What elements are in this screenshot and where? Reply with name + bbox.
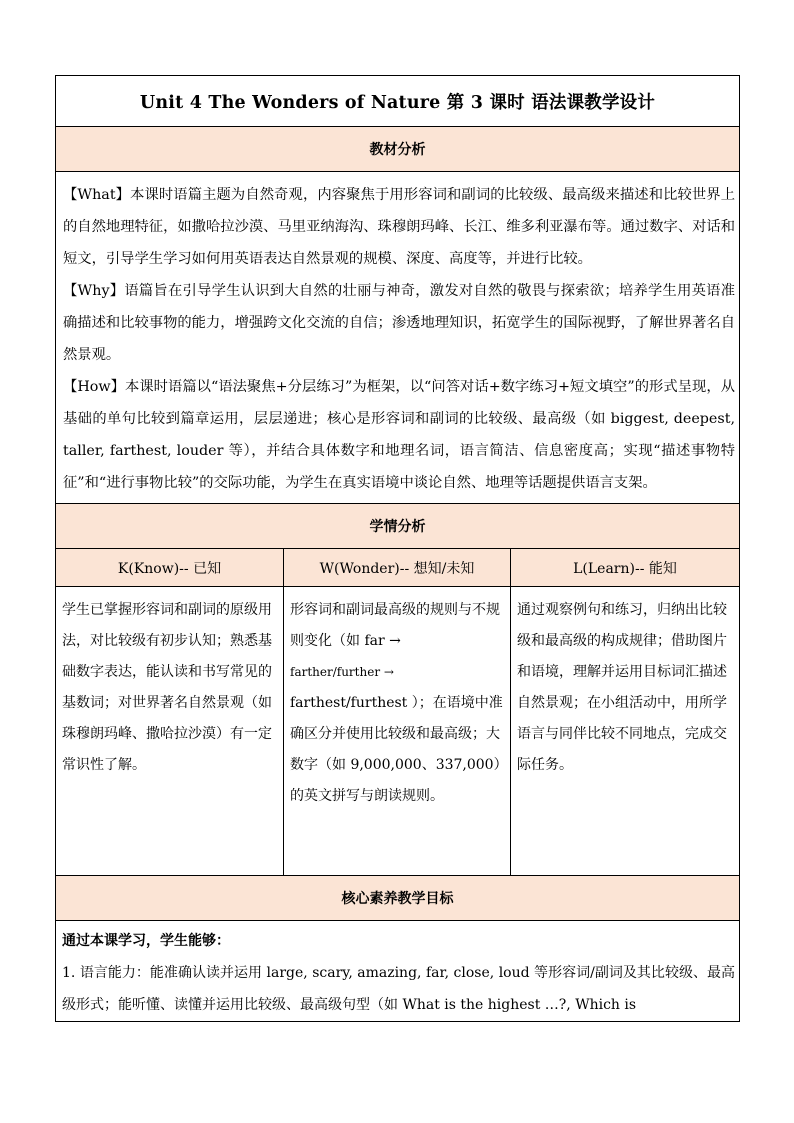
- wonder-text-b: farther/further →: [290, 665, 394, 679]
- core-goals-intro: 通过本课学习，学生能够：: [62, 933, 230, 949]
- know-column-header: K(Know)-- 已知: [56, 549, 284, 587]
- how-paragraph: [63, 371, 735, 499]
- why-paragraph: [63, 275, 735, 371]
- core-goals-heading: 核心素养教学目标: [56, 876, 740, 921]
- textbook-analysis-body: [56, 172, 740, 504]
- wonder-column-cell: [284, 587, 511, 876]
- learn-column-text: 通过观察例句和练习，归纳出比较级和最高级的构成规律；借助图片和语境，理解并运用目标词汇描述自然景观；在小组活动中，用所学语言与同伴比较不同地点，完成交际任务。: [511, 587, 740, 876]
- know-column-text: 学生已掌握形容词和副词的原级用法，对比较级有初步认知；熟悉基础数字表达，能认读和书写常见的基数词；对世界著名自然景观（如珠穆朗玛峰、撒哈拉沙漠）有一定常识性了解。: [56, 587, 284, 876]
- core-goals-item-1: 1. 语言能力：能准确认读并运用 large, scary, amazing, far, close, loud 等形容词/副词及其比较级、最高级形式；能听懂、读懂并运用比较级、最高级句型（如 What is the highest …?, Which is: [62, 965, 736, 1013]
- core-goals-body: [56, 921, 740, 1022]
- why-text: 语篇旨在引导学生认识到大自然的壮丽与神奇，激发对自然的敬畏与探索欲；培养学生用英语准确描述和比较事物的能力，增强跨文化交流的自信；渗透地理知识，拓宽学生的国际视野，了解世界著名自然景观。: [63, 283, 736, 363]
- why-label: 【Why】: [63, 283, 125, 299]
- learner-analysis-heading: 学情分析: [56, 504, 740, 549]
- document-title: Unit 4 The Wonders of Nature 第 3 课时 语法课教学设计: [56, 76, 740, 127]
- how-text: 本课时语篇以“语法聚焦+分层练习”为框架，以“问答对话+数字练习+短文填空”的形式呈现，从基础的单句比较到篇章运用，层层递进；核心是形容词和副词的比较级、最高级（如 biggest, deepest, taller, farthest, louder 等），并结合具体数字和地理名词，语言简洁、信息密度高；实现“描述事物特征”和“进行事物比较”的交际功能，为学生在真实语境中谈论自然、地理等话题提供语言支架。: [63, 379, 736, 491]
- how-label: 【How】: [63, 379, 126, 395]
- wonder-text-c: farthest/furthest ）；在语境中准确区分并使用比较级和最高级；大数字（如 9,000,000、337,000）的英文拼写与朗读规则。: [290, 695, 503, 804]
- learn-column-header: L(Learn)-- 能知: [511, 549, 740, 587]
- what-label: 【What】: [63, 187, 131, 203]
- what-text: 本课时语篇主题为自然奇观，内容聚焦于用形容词和副词的比较级、最高级来描述和比较世界上的自然地理特征，如撒哈拉沙漠、马里亚纳海沟、珠穆朗玛峰、长江、维多利亚瀑布等。通过数字、对话和短文，引导学生学习如何用英语表达自然景观的规模、深度、高度等，并进行比较。: [63, 187, 736, 267]
- lesson-plan-table: [55, 75, 740, 1022]
- textbook-analysis-heading: 教材分析: [56, 127, 740, 172]
- wonder-column-header: W(Wonder)-- 想知/未知: [284, 549, 511, 587]
- wonder-text-a: 形容词和副词最高级的规则与不规则变化（如 far →: [290, 602, 500, 649]
- what-paragraph: [63, 179, 735, 275]
- lesson-plan-document: [55, 75, 739, 1022]
